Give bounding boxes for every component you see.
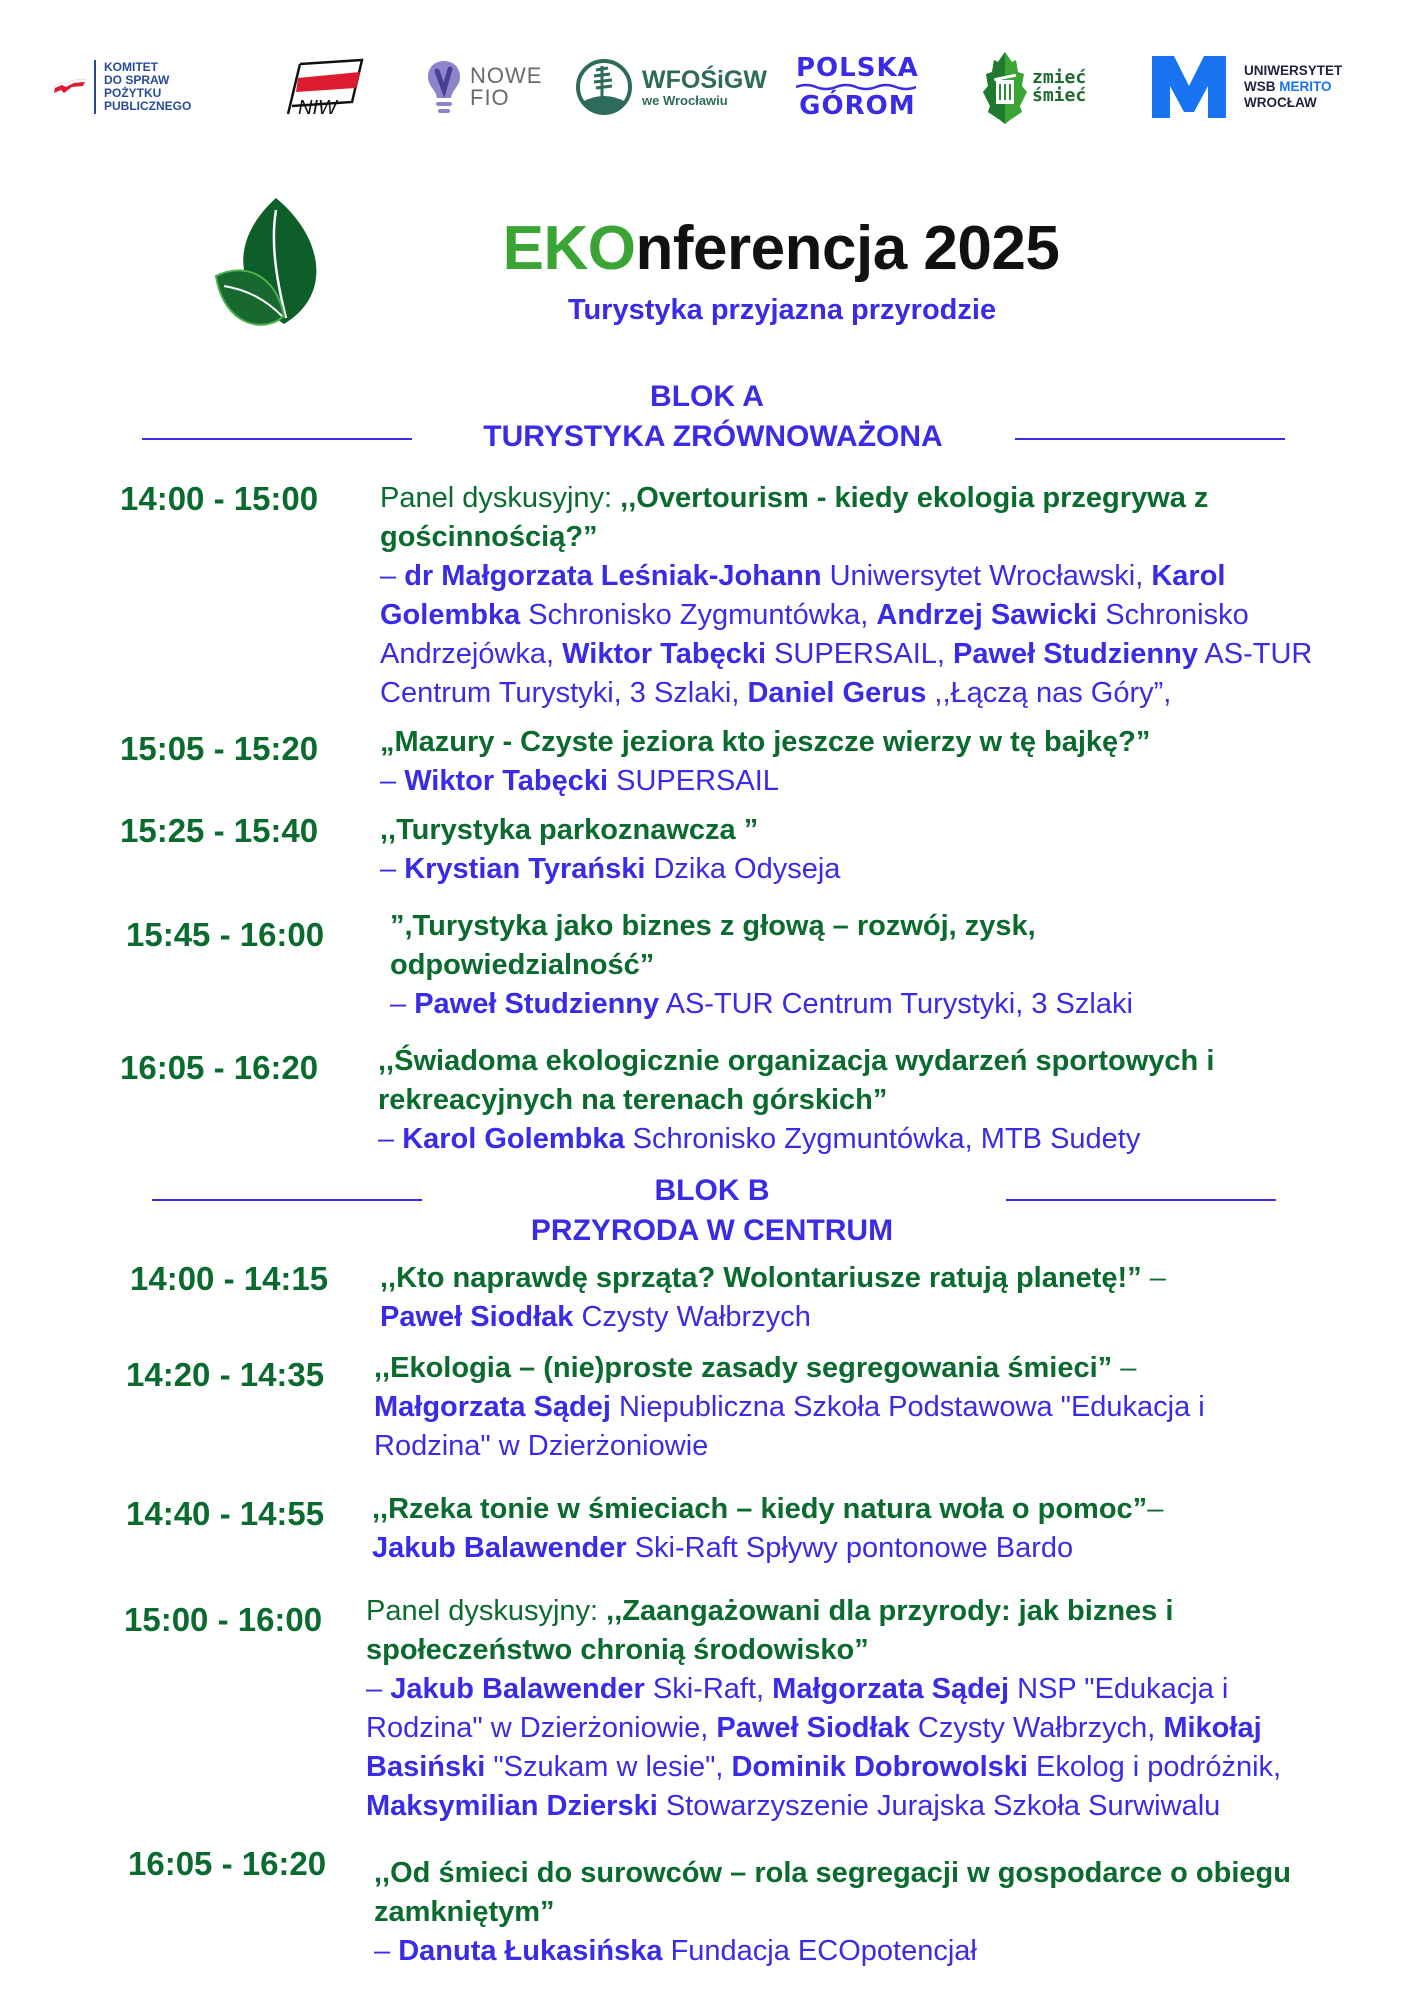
- session-time: 16:05 - 16:20: [120, 1049, 319, 1086]
- m-letter-icon: [1152, 56, 1226, 118]
- session-item: [366, 1592, 1346, 1826]
- session-title: ”,Turystyka jako biznes z głową – rozwój, zysk, odpowiedzialność”: [390, 910, 1036, 981]
- block-a-name: TURYSTYKA ZRÓWNOWAŻONA: [483, 420, 943, 453]
- divider-line: [1006, 1199, 1276, 1201]
- speaker-name: Andrzej Sawicki: [876, 599, 1098, 631]
- logo-wsb-merito: [1152, 48, 1342, 126]
- speaker-name: Maksymilian Dzierski: [366, 1790, 658, 1822]
- session-item: [378, 1042, 1338, 1159]
- session-time: 14:00 - 15:00: [120, 480, 319, 517]
- speaker-org: NSP "Edukacja i Rodzina" w Dzierżoniowie,: [366, 1673, 1229, 1744]
- logo-text-line: KOMITET: [104, 60, 158, 74]
- session-item: [380, 1259, 1340, 1337]
- speaker-org: Schronisko Andrzejówka,: [380, 599, 1249, 670]
- session-time: 16:05 - 16:20: [128, 1845, 327, 1882]
- speaker-name: Paweł Siodłak: [380, 1301, 574, 1333]
- speaker-org: ,,Łączą nas Góry”,: [926, 677, 1172, 709]
- speaker-name: Mikołaj Basiński: [366, 1712, 1262, 1783]
- session-title: ,,Overtourism - kiedy ekologia przegrywa z gościnnością?”: [380, 482, 1209, 553]
- speaker-name: Paweł Studzienny: [953, 638, 1198, 670]
- speaker-name: Karol Golembka: [402, 1123, 625, 1155]
- block-b-name: PRZYRODA W CENTRUM: [530, 1214, 894, 1247]
- logo-text-line: UNIWERSYTET: [1244, 63, 1343, 78]
- speaker-name: Daniel Gerus: [747, 677, 927, 709]
- page-header: [0, 140, 1414, 355]
- session-title: ,,Świadoma ekologicznie organizacja wydarzeń sportowych i rekreacyjnych na terenach górskich”: [378, 1045, 1215, 1116]
- speaker-org: "Szukam w lesie",: [485, 1751, 732, 1783]
- logos-row: [0, 0, 1414, 140]
- divider-line: [1015, 438, 1285, 440]
- logo-komitet-pozytku-publicznego: [52, 48, 191, 126]
- speaker-org: SUPERSAIL,: [766, 638, 953, 670]
- page-subtitle: Turystyka przyjazna przyrodzie: [567, 294, 997, 326]
- session-title: „Mazury - Czyste jeziora kto jeszcze wierzy w tę bajkę?”: [380, 726, 1151, 758]
- speaker-pre: –: [366, 1673, 391, 1705]
- session-item: [380, 811, 1340, 889]
- speaker-org: Niepubliczna Szkoła Podstawowa "Edukacja i Rodzina" w Dzierżoniowie: [374, 1391, 1205, 1462]
- speaker-pre: –: [390, 988, 415, 1020]
- speaker-name: Małgorzata Sądej: [374, 1391, 611, 1423]
- title-accent: EKO: [502, 214, 636, 283]
- session-row: [0, 811, 1414, 889]
- logo-divider: [94, 60, 96, 114]
- speaker-org: Schronisko Zygmuntówka,: [520, 599, 877, 631]
- logo-text-line: FIO: [470, 85, 510, 110]
- speaker-org: Ski-Raft,: [644, 1673, 773, 1705]
- tree-circle-icon: [574, 56, 634, 118]
- session-row: [0, 479, 1414, 713]
- session-time: 14:40 - 14:55: [126, 1495, 325, 1532]
- speaker-org: Dzika Odyseja: [645, 853, 841, 885]
- logo-text-line: POLSKA: [796, 53, 919, 83]
- session-row: [0, 907, 1414, 1024]
- logo-text-line: PUBLICZNEGO: [104, 99, 192, 113]
- logo-nowe-fio: [426, 48, 542, 126]
- logo-text-line: we Wrocławiu: [642, 92, 728, 108]
- session-item: [380, 723, 1340, 801]
- speaker-name: Jakub Balawender: [390, 1673, 645, 1705]
- logo-text-line: NOWE: [470, 63, 543, 88]
- speaker-name: Wiktor Tabęcki: [562, 638, 767, 670]
- speaker-name: Jakub Balawender: [372, 1532, 627, 1564]
- session-item: [380, 479, 1340, 713]
- session-row: [0, 1844, 1414, 1991]
- logo-text-line: DO SPRAW: [104, 73, 170, 87]
- niw-text: NIW: [298, 97, 337, 118]
- page-title: [0, 212, 1414, 286]
- speaker-name: Krystian Tyrański: [404, 853, 646, 885]
- speaker-name: Paweł Siodłak: [716, 1712, 910, 1744]
- logo-text-line: WFOŚiGW: [642, 65, 767, 94]
- speaker-org: Ski-Raft Spływy pontonowe Bardo: [626, 1532, 1074, 1564]
- speaker-pre: –: [380, 560, 405, 592]
- logo-wfosigw: [574, 48, 767, 126]
- polish-flag-icon: [52, 76, 88, 98]
- session-dash: –: [1141, 1262, 1166, 1294]
- speaker-pre: –: [380, 765, 405, 797]
- speaker-name: Danuta Łukasińska: [398, 1935, 663, 1967]
- speaker-name: dr Małgorzata Leśniak-Johann: [404, 560, 822, 592]
- logo-text-line: GÓROM: [799, 91, 916, 121]
- wave-icon: [796, 83, 916, 91]
- block-a-header: [0, 377, 1414, 457]
- session-title: ,,Kto naprawdę sprząta? Wolontariusze ratują planetę!”: [380, 1262, 1142, 1294]
- session-item: [372, 1490, 1332, 1568]
- session-item: [374, 1844, 1304, 1971]
- logo-text-wsb: WSB: [1244, 79, 1280, 94]
- leaf-bin-icon: [982, 50, 1028, 124]
- session-time: 15:25 - 15:40: [120, 812, 319, 849]
- session-time: 15:05 - 15:20: [120, 730, 319, 767]
- logo-niw: [282, 48, 368, 126]
- session-row: [0, 1042, 1414, 1159]
- speaker-org: Fundacja ECOpotencjał: [662, 1935, 977, 1967]
- title-rest: nferencja 2025: [635, 214, 1060, 283]
- speaker-org: Uniwersytet Wrocławski,: [821, 560, 1152, 592]
- session-prefix: Panel dyskusyjny:: [380, 482, 621, 514]
- logo-polska-gorom: [796, 48, 919, 126]
- session-item: [374, 1349, 1314, 1466]
- session-time: 15:45 - 16:00: [126, 916, 325, 953]
- logo-text-line: POŻYTKU: [104, 86, 162, 100]
- session-title: ,,Zaangażowani dla przyrody: jak biznes i społeczeństwo chronią środowisko”: [366, 1595, 1174, 1666]
- session-row: [0, 1592, 1414, 1826]
- block-a-label: BLOK A: [650, 380, 764, 413]
- session-title: ,,Turystyka parkoznawcza ”: [380, 814, 759, 846]
- speaker-pre: –: [378, 1123, 403, 1155]
- logo-text-line: śmieć: [1032, 85, 1087, 106]
- divider-line: [142, 438, 412, 440]
- session-time: 14:20 - 14:35: [126, 1356, 325, 1393]
- logo-text-line: zmieć: [1032, 67, 1087, 88]
- session-title: ,,Od śmieci do surowców – rola segregacji w gospodarce o obiegu zamkniętym”: [374, 1857, 1291, 1928]
- divider-line: [152, 1199, 422, 1201]
- speaker-org: Czysty Wałbrzych: [573, 1301, 811, 1333]
- session-row: [0, 1259, 1414, 1337]
- speaker-org: SUPERSAIL: [608, 765, 779, 797]
- speaker-org: AS-TUR Centrum Turystyki, 3 Szlaki: [659, 988, 1133, 1020]
- session-row: [0, 1349, 1414, 1466]
- session-title: ,,Rzeka tonie w śmieciach – kiedy natura woła o pomoc”: [372, 1493, 1148, 1525]
- session-item: [390, 907, 1190, 1024]
- speaker-name: Dominik Dobrowolski: [731, 1751, 1028, 1783]
- speaker-org: Schronisko Zygmuntówka, MTB Sudety: [624, 1123, 1141, 1155]
- session-time: 14:00 - 14:15: [130, 1260, 329, 1297]
- session-dash: –: [1112, 1352, 1137, 1384]
- block-b-header: [0, 1171, 1414, 1251]
- speaker-name: Karol Golembka: [380, 560, 1226, 631]
- session-time: 15:00 - 16:00: [124, 1601, 323, 1638]
- speaker-org: AS-TUR Centrum Turystyki, 3 Szlaki,: [380, 638, 1313, 709]
- session-row: [0, 723, 1414, 801]
- speaker-name: Małgorzata Sądej: [772, 1673, 1010, 1705]
- logo-text-line: WROCŁAW: [1244, 95, 1317, 110]
- speaker-org: Ekolog i podróżnik,: [1028, 1751, 1282, 1783]
- session-dash: –: [1147, 1493, 1164, 1525]
- block-b-label: BLOK B: [654, 1174, 770, 1207]
- speaker-org: Czysty Wałbrzych,: [909, 1712, 1164, 1744]
- speaker-name: Wiktor Tabęcki: [404, 765, 609, 797]
- speaker-name: Paweł Studzienny: [414, 988, 660, 1020]
- niw-flag-icon: [282, 56, 368, 118]
- session-title: ,,Ekologia – (nie)proste zasady segregowania śmieci”: [374, 1352, 1113, 1384]
- speaker-pre: –: [380, 853, 405, 885]
- logo-zmiec-smiec: [982, 48, 1086, 126]
- logo-text-line: [1244, 79, 1342, 95]
- speaker-org: Stowarzyszenie Jurajska Szkoła Surwiwalu: [657, 1790, 1221, 1822]
- speaker-pre: –: [374, 1935, 399, 1967]
- session-row: [0, 1490, 1414, 1568]
- logo-text-merito: MERITO: [1279, 79, 1332, 94]
- lightbulb-icon: [426, 58, 462, 116]
- session-prefix: Panel dyskusyjny:: [366, 1595, 607, 1627]
